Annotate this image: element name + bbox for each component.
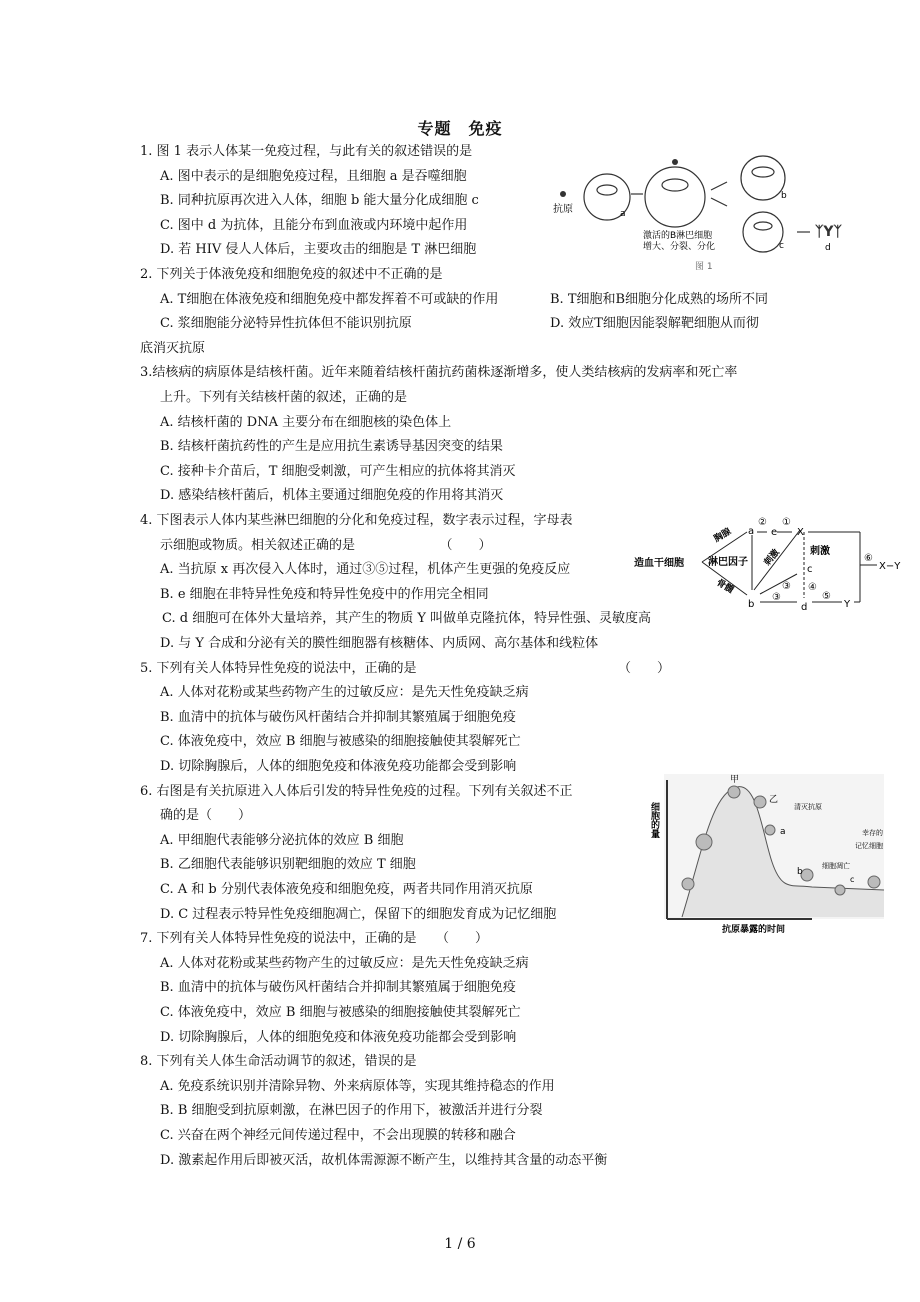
text-line: 底消灭抗原 bbox=[140, 340, 206, 356]
text-line: A. 甲细胞代表能够分泌抗体的效应 B 细胞 bbox=[160, 832, 404, 848]
fig2-n3a: ③ bbox=[782, 581, 791, 592]
fig3-clear-antigen: 清灭抗原 bbox=[794, 803, 822, 811]
text-line: D. 激素起作用后即被灭活，故机体需源源不断产生，以维持其含量的动态平衡 bbox=[160, 1152, 608, 1168]
text-line-right-option: B. T细胞和B细胞分化成熟的场所不同 bbox=[550, 291, 769, 307]
text-line: A. 当抗原 x 再次侵入人体时，通过③⑤过程，机体产生更强的免疫反应 bbox=[160, 562, 571, 578]
fig1-caption-1: 激活的B淋巴细胞 bbox=[643, 231, 713, 241]
text-line: 示细胞或物质。相关叙述正确的是 （ ） bbox=[160, 537, 492, 553]
text-line: D. 与 Y 合成和分泌有关的膜性细胞器有核糖体、内质网、高尔基体和线粒体 bbox=[160, 636, 599, 651]
fig2-lymph-factor: 淋巴因子 bbox=[708, 557, 748, 568]
text-line: 4. 下图表示人体内某些淋巴细胞的分化和免疫过程，数字表示过程，字母表 bbox=[140, 513, 573, 528]
text-line: D. 切除胸腺后，人体的细胞免疫和体液免疫功能都会受到影响 bbox=[160, 759, 517, 774]
fig3-b: b bbox=[797, 867, 803, 877]
fig1-caption: 图 1 bbox=[695, 262, 713, 272]
text-line: D. 切除胸腺后，人体的细胞免疫和体液免疫功能都会受到影响 bbox=[160, 1029, 517, 1045]
fig3-jia: 甲 bbox=[730, 775, 740, 785]
fig3-xlabel: 抗原暴露的时间 bbox=[722, 925, 786, 935]
text-line: A. 结核杆菌的 DNA 主要分布在细胞核的染色体上 bbox=[160, 414, 452, 430]
text-line: B. B 细胞受到抗原刺激，在淋巴因子的作用下，被激活并进行分裂 bbox=[160, 1103, 543, 1119]
page-title: 专题 免疫 bbox=[417, 119, 503, 138]
text-line: C. 接种卡介苗后，T 细胞受刺激，可产生相应的抗体将其消灭 bbox=[160, 463, 516, 479]
text-line: C. 浆细胞能分泌特异性抗体但不能识别抗原 bbox=[160, 316, 412, 332]
text-line: 确的是（ ） bbox=[160, 808, 252, 824]
text-line: B. 结核杆菌抗药性的产生是应用抗生素诱导基因突变的结果 bbox=[160, 439, 503, 455]
fig2-a: a bbox=[748, 526, 755, 537]
text-line: D. 感染结核杆菌后，机体主要通过细胞免疫的作用将其消灭 bbox=[160, 488, 504, 504]
text-line: A. 免疫系统识别并清除异物、外来病原体等，实现其维持稳态的作用 bbox=[160, 1078, 555, 1094]
text-line: B. 血清中的抗体与破伤风杆菌结合并抑制其繁殖属于细胞免疫 bbox=[160, 980, 516, 996]
text-line: D. C 过程表示特异性免疫细胞凋亡，保留下的细胞发育成为记忆细胞 bbox=[160, 906, 557, 922]
fig2-n6: ⑥ bbox=[864, 553, 873, 564]
fig3-c: c bbox=[850, 875, 855, 884]
fig2-stim-1: 刺激 bbox=[762, 547, 782, 568]
text-line: A. 人体对花粉或某些药物产生的过敏反应：是先天性免疫缺乏病 bbox=[160, 955, 529, 971]
fig2-stim-2: 刺激 bbox=[810, 546, 830, 557]
text-line: D. 若 HIV 侵人人体后，主要攻击的细胞是 T 淋巴细胞 bbox=[160, 242, 477, 258]
fig1-label-d: d bbox=[825, 243, 831, 253]
antibody-icon: ᛉYᛉ bbox=[815, 224, 842, 240]
text-line: C. d 细胞可在体外大量培养，其产生的物质 Y 叫做单克隆抗体，特异性强、灵敏度高 bbox=[162, 611, 652, 627]
fig1-label-c: c bbox=[779, 241, 784, 251]
text-line: C. A 和 b 分别代表体液免疫和细胞免疫，两者共同作用消灭抗原 bbox=[160, 882, 533, 897]
text-line: C. 兴奋在两个神经元间传递过程中，不会出现膜的转移和融合 bbox=[160, 1128, 516, 1143]
fig3-ylabel: 细胞的量 bbox=[649, 802, 659, 838]
fig2-Y: Y bbox=[844, 599, 851, 610]
fig2-XY: X−Y bbox=[879, 561, 901, 572]
fig2-n2: ② bbox=[758, 517, 767, 528]
fig3-a: a bbox=[780, 827, 786, 837]
text-line: 7. 下列有关人体特异性免疫的说法中，正确的是 （ ） bbox=[140, 931, 489, 947]
text-line: B. e 细胞在非特异性免疫和特异性免疫中的作用完全相同 bbox=[160, 586, 489, 602]
fig1-caption-2: 增大、分裂、分化 bbox=[643, 242, 716, 252]
figure-1-b-cell-diagram bbox=[545, 150, 885, 275]
text-line: 6. 右图是有关抗原进入人体后引发的特异性免疫的过程。下列有关叙述不正 bbox=[140, 783, 573, 799]
text-line: C. 体液免疫中，效应 B 细胞与被感染的细胞接触使其裂解死亡 bbox=[160, 1005, 521, 1020]
text-line-right-option: D. 效应T细胞因能裂解靶细胞从而彻 bbox=[550, 316, 759, 332]
fig1-label-b: b bbox=[781, 191, 787, 201]
text-line: 1. 图 1 表示人体某一免疫过程，与此有关的叙述错误的是 bbox=[140, 144, 473, 159]
fig2-stem-cell: 造血干细胞 bbox=[634, 558, 684, 569]
text-line: A. 图中表示的是细胞免疫过程，且细胞 a 是吞噬细胞 bbox=[160, 168, 467, 184]
figure-immune-response-curve bbox=[649, 772, 887, 937]
page-number: 1 / 6 bbox=[444, 1236, 476, 1252]
text-line: 3.结核病的病原体是结核杆菌。近年来随着结核杆菌抗药菌株逐渐增多，使人类结核病的发病率和死亡率 bbox=[140, 365, 738, 381]
fig2-e: e bbox=[771, 527, 778, 538]
text-line: A. 人体对花粉或某些药物产生的过敏反应：是先天性免疫缺乏病 bbox=[160, 685, 529, 701]
fig2-d: d bbox=[801, 602, 808, 613]
text-line: 5. 下列有关人体特异性免疫的说法中，正确的是 （ ） bbox=[140, 660, 671, 676]
text-line: B. 乙细胞代表能够识别靶细胞的效应 T 细胞 bbox=[160, 857, 416, 873]
fig2-X: X bbox=[797, 527, 804, 538]
fig2-n4: ④ bbox=[808, 582, 817, 593]
fig2-thymus: 胸腺 bbox=[712, 526, 734, 545]
fig2-b: b bbox=[748, 599, 755, 610]
text-line: B. 血清中的抗体与破伤风杆菌结合并抑制其繁殖属于细胞免疫 bbox=[160, 709, 516, 725]
text-line: 上升。下列有关结核杆菌的叙述，正确的是 bbox=[160, 390, 408, 405]
fig3-memory-2: 记忆细胞 bbox=[855, 842, 883, 850]
fig1-antigen-label: 抗原 bbox=[553, 204, 573, 215]
figure-lymphocyte-differentiation bbox=[632, 510, 902, 613]
fig2-n3b: ③ bbox=[772, 592, 781, 603]
fig2-c: c bbox=[807, 564, 813, 575]
fig1-label-a: a bbox=[620, 209, 626, 219]
fig3-apoptosis: 细胞凋亡 bbox=[822, 862, 850, 870]
text-line: B. 同种抗原再次进入人体，细胞 b 能大量分化成细胞 c bbox=[160, 193, 479, 209]
text-line: A. T细胞在体液免疫和细胞免疫中都发挥着不可或缺的作用 bbox=[160, 291, 499, 307]
text-line: C. 图中 d 为抗体，且能分布到血液或内环境中起作用 bbox=[160, 217, 468, 233]
text-line: C. 体液免疫中，效应 B 细胞与被感染的细胞接触使其裂解死亡 bbox=[160, 734, 521, 750]
fig2-n5: ⑤ bbox=[822, 591, 831, 602]
fig3-memory-1: 幸存的 bbox=[862, 829, 883, 837]
text-line: 2. 下列关于体液免疫和细胞免疫的叙述中不正确的是 bbox=[140, 267, 443, 282]
fig3-yi: 乙 bbox=[769, 795, 779, 805]
text-line: 8. 下列有关人体生命活动调节的叙述，错误的是 bbox=[140, 1054, 417, 1070]
fig2-marrow: 骨髓 bbox=[714, 577, 736, 596]
fig2-n1: ① bbox=[782, 517, 791, 528]
